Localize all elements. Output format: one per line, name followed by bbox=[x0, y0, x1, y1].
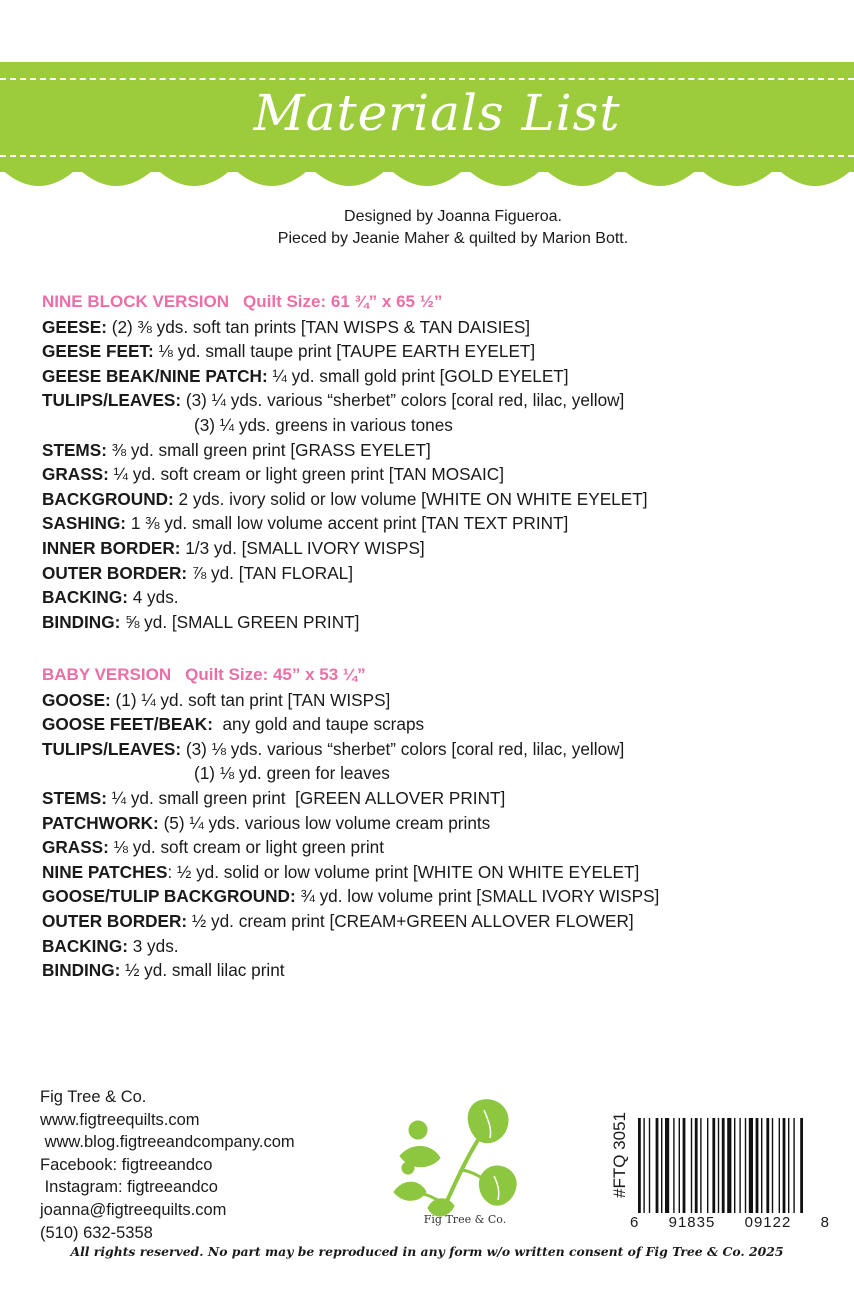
material-label: STEMS: bbox=[42, 439, 107, 460]
material-label: OUTER BORDER: bbox=[42, 562, 188, 583]
barcode-bar bbox=[800, 1118, 803, 1213]
barcode-bar bbox=[756, 1118, 759, 1213]
material-label: PATCHWORK: bbox=[42, 812, 159, 833]
barcode-digit-group: 91835 bbox=[668, 1214, 716, 1231]
material-text: ¼ yd. soft cream or light green print [TAN MOSAIC] bbox=[108, 464, 504, 485]
barcode-bar bbox=[722, 1118, 725, 1213]
barcode bbox=[638, 1118, 834, 1213]
material-text: any gold and taupe scraps bbox=[212, 714, 425, 735]
material-label: SASHING: bbox=[42, 513, 127, 534]
material-text: 1/3 yd. [SMALL IVORY WISPS] bbox=[180, 537, 425, 558]
fig-tree-logo-icon bbox=[382, 1096, 530, 1230]
material-label: GOOSE/TULIP BACKGROUND: bbox=[42, 886, 296, 907]
material-label: GEESE: bbox=[42, 316, 107, 337]
barcode-bar bbox=[783, 1118, 786, 1213]
nine-block-section bbox=[42, 290, 842, 634]
scallop-edge bbox=[0, 168, 854, 186]
material-line bbox=[42, 462, 842, 487]
material-label: BACKING: bbox=[42, 935, 128, 956]
material-line bbox=[42, 958, 842, 983]
material-line bbox=[42, 388, 842, 413]
barcode-bar bbox=[772, 1118, 773, 1213]
barcode-bar bbox=[683, 1118, 686, 1213]
material-text: ⅜ yd. small green print [GRASS EYELET] bbox=[106, 439, 431, 460]
copyright-notice: All rights reserved. No part may be reproduced in any form w/o written consent of Fig Tree & Co. 2025 bbox=[70, 1244, 784, 1259]
material-text: (1) ¼ yd. soft tan print [TAN WISPS] bbox=[110, 689, 391, 710]
material-text: ½ yd. cream print [CREAM+GREEN ALLOVER FLOWER] bbox=[187, 910, 634, 931]
barcode-digit-group: 6 bbox=[630, 1214, 640, 1231]
material-label: INNER BORDER: bbox=[42, 537, 181, 558]
page-title: Materials List bbox=[253, 84, 621, 142]
banner-scallops bbox=[0, 168, 854, 196]
baby-section bbox=[42, 663, 842, 983]
baby-heading bbox=[42, 663, 842, 688]
material-line bbox=[42, 811, 842, 836]
barcode-digits bbox=[630, 1214, 830, 1231]
barcode-digit-group: 8 bbox=[820, 1214, 830, 1231]
material-text: (3) ¼ yds. greens in various tones bbox=[194, 414, 453, 435]
material-label: BINDING: bbox=[42, 611, 121, 632]
material-text: ⅛ yd. soft cream or light green print bbox=[108, 837, 384, 858]
material-line bbox=[42, 860, 842, 885]
material-line bbox=[42, 610, 842, 635]
material-line bbox=[42, 909, 842, 934]
barcode-bar bbox=[788, 1118, 789, 1213]
barcode-bar bbox=[766, 1118, 769, 1213]
barcode-bar bbox=[679, 1118, 680, 1213]
baby-title: BABY VERSION bbox=[42, 665, 172, 684]
material-line bbox=[42, 688, 842, 713]
instagram-handle: Instagram: figtreeandco bbox=[40, 1178, 218, 1197]
material-text: 1 ⅜ yd. small low volume accent print [TAN TEXT PRINT] bbox=[126, 513, 569, 534]
material-label: GOOSE FEET/BEAK: bbox=[42, 714, 213, 735]
blog-link[interactable]: www.blog.figtreeandcompany.com bbox=[40, 1133, 295, 1152]
nine-block-title: NINE BLOCK VERSION bbox=[42, 292, 230, 311]
material-line bbox=[42, 934, 842, 959]
material-text: ¾ yd. low volume print [SMALL IVORY WISPS] bbox=[295, 886, 660, 907]
barcode-bar bbox=[695, 1118, 698, 1213]
material-line bbox=[42, 511, 842, 536]
material-line bbox=[42, 339, 842, 364]
barcode-bar bbox=[661, 1118, 662, 1213]
barcode-bar bbox=[691, 1118, 692, 1213]
material-label: BACKING: bbox=[42, 587, 128, 608]
material-line bbox=[42, 786, 842, 811]
material-line bbox=[42, 712, 842, 737]
material-label: GEESE BEAK/NINE PATCH: bbox=[42, 365, 268, 386]
material-text: (5) ¼ yds. various low volume cream prints bbox=[158, 812, 491, 833]
barcode-bar bbox=[700, 1118, 701, 1213]
barcode-bar bbox=[734, 1118, 735, 1213]
banner-stitch-bottom bbox=[0, 155, 854, 157]
email-link[interactable]: joanna@figtreequilts.com bbox=[40, 1200, 227, 1219]
barcode-bar bbox=[707, 1118, 708, 1213]
material-text: 2 yds. ivory solid or low volume [WHITE ON WHITE EYELET] bbox=[173, 488, 648, 509]
logo-text: Fig Tree & Co. bbox=[423, 1213, 507, 1226]
material-text: (3) ¼ yds. various “sherbet” colors [coral red, lilac, yellow] bbox=[181, 390, 625, 411]
barcode-bar bbox=[656, 1118, 659, 1213]
material-label: STEMS: bbox=[42, 787, 107, 808]
material-line bbox=[42, 315, 842, 340]
facebook-handle: Facebook: figtreeandco bbox=[40, 1155, 213, 1174]
material-label: GOOSE: bbox=[42, 689, 111, 710]
material-line bbox=[42, 737, 842, 762]
barcode-bar bbox=[718, 1118, 719, 1213]
material-line bbox=[42, 438, 842, 463]
barcode-bar bbox=[761, 1118, 762, 1213]
material-text: ¼ yd. small green print [GREEN ALLOVER PRINT] bbox=[106, 787, 506, 808]
product-sku: #FTQ 3051 bbox=[610, 1112, 629, 1198]
material-line bbox=[42, 413, 842, 438]
banner-stitch-top bbox=[0, 78, 854, 80]
material-line bbox=[42, 487, 842, 512]
barcode-bar bbox=[727, 1118, 731, 1213]
material-label: GRASS: bbox=[42, 837, 109, 858]
phone-number: (510) 632-5358 bbox=[40, 1223, 153, 1242]
material-line bbox=[42, 536, 842, 561]
material-text: 3 yds. bbox=[127, 935, 179, 956]
barcode-bar bbox=[749, 1118, 753, 1213]
material-label: TULIPS/LEAVES: bbox=[42, 390, 182, 411]
material-line bbox=[42, 761, 842, 786]
material-text: (1) ⅛ yd. green for leaves bbox=[194, 763, 390, 784]
material-text: ⅝ yd. [SMALL GREEN PRINT] bbox=[120, 611, 360, 632]
material-text: : ½ yd. solid or low volume print [WHITE ON WHITE EYELET] bbox=[167, 861, 640, 882]
barcode-bar bbox=[638, 1118, 641, 1213]
barcode-bar bbox=[665, 1118, 669, 1213]
material-text: ⅞ yd. [TAN FLORAL] bbox=[187, 562, 354, 583]
barcode-bar bbox=[779, 1118, 780, 1213]
material-text: ⅛ yd. small taupe print [TAUPE EARTH EYELET] bbox=[153, 341, 536, 362]
material-label: BINDING: bbox=[42, 960, 121, 981]
credits-piecer: Pieced by Jeanie Maher & quilted by Marion Bott. bbox=[277, 230, 629, 247]
barcode-bar bbox=[793, 1118, 794, 1213]
barcode-bar bbox=[673, 1118, 674, 1213]
website-link[interactable]: www.figtreequilts.com bbox=[40, 1110, 200, 1129]
material-text: ½ yd. small lilac print bbox=[120, 960, 285, 981]
company-name: Fig Tree & Co. bbox=[40, 1088, 147, 1106]
barcode-bar bbox=[643, 1118, 644, 1213]
nine-block-heading bbox=[42, 290, 842, 315]
material-label: GRASS: bbox=[42, 464, 109, 485]
material-label: NINE PATCHES bbox=[42, 861, 168, 882]
material-line bbox=[42, 364, 842, 389]
barcode-bar bbox=[712, 1118, 715, 1213]
credits-designer: Designed by Joanna Figueroa. bbox=[344, 208, 562, 225]
nine-block-size: Quilt Size: 61 ¾” x 65 ½” bbox=[243, 292, 443, 311]
material-text: (2) ⅜ yds. soft tan prints [TAN WISPS & TAN DAISIES] bbox=[106, 316, 531, 337]
material-label: TULIPS/LEAVES: bbox=[42, 738, 182, 759]
barcode-bar bbox=[649, 1118, 650, 1213]
material-label: BACKGROUND: bbox=[42, 488, 174, 509]
barcode-bar bbox=[739, 1118, 740, 1213]
material-text: (3) ⅛ yds. various “sherbet” colors [coral red, lilac, yellow] bbox=[181, 738, 625, 759]
material-line bbox=[42, 884, 842, 909]
material-line bbox=[42, 561, 842, 586]
barcode-digit-group: 09122 bbox=[744, 1214, 792, 1231]
material-text: ¼ yd. small gold print [GOLD EYELET] bbox=[267, 365, 569, 386]
material-label: OUTER BORDER: bbox=[42, 910, 188, 931]
barcode-bar bbox=[745, 1118, 746, 1213]
material-line bbox=[42, 835, 842, 860]
contact-info bbox=[40, 1086, 295, 1244]
material-line bbox=[42, 585, 842, 610]
baby-size: Quilt Size: 45” x 53 ¼” bbox=[185, 665, 366, 684]
material-label: GEESE FEET: bbox=[42, 341, 154, 362]
material-text: 4 yds. bbox=[127, 587, 179, 608]
credits bbox=[0, 206, 854, 250]
